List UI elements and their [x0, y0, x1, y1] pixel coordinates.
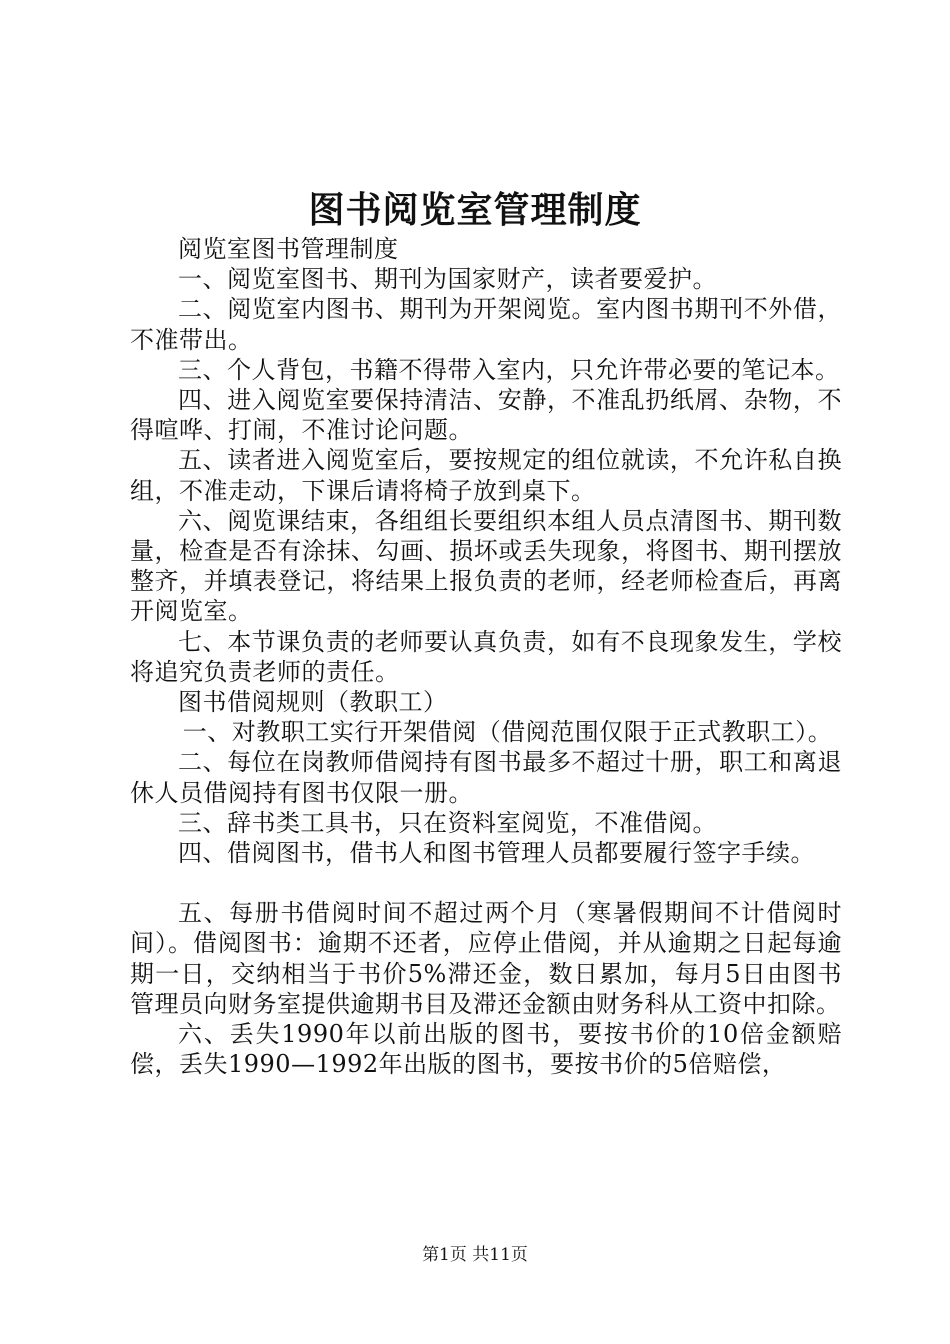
paragraph-borrow-rule-6: 六、丢失1990年以前出版的图书，要按书价的10倍金额赔偿，丢失1990—1992年出版的图书，要按书价的5倍赔偿， — [130, 1020, 842, 1079]
paragraph-rule-2: 二、阅览室内图书、期刊为开架阅览。室内图书期刊不外借，不准带出。 — [130, 295, 842, 354]
page-footer: 第1页 共11页 — [422, 1245, 528, 1265]
section-heading-reading-room: 阅览室图书管理制度 — [178, 235, 399, 263]
paragraph-rule-7: 七、本节课负责的老师要认真负责，如有不良现象发生，学校将追究负责老师的责任。 — [130, 627, 842, 686]
document-title: 图书阅览室管理制度 — [308, 189, 642, 231]
paragraph-rule-3: 三、个人背包，书籍不得带入室内，只允许带必要的笔记本。 — [178, 355, 840, 384]
document-body — [130, 234, 842, 1079]
paragraph-rule-6: 六、阅览课结束，各组组长要组织本组人员点清图书、期刊数量，检查是否有涂抹、勾画、损坏或丢失现象，将图书、期刊摆放整齐，并填表登记，将结果上报负责的老师，经老师检查后，再离开阅览室。 — [130, 506, 842, 626]
paragraph-borrow-rule-3: 三、辞书类工具书，只在资料室阅览，不准借阅。 — [178, 808, 717, 837]
paragraph-rule-5: 五、读者进入阅览室后，要按规定的组位就读，不允许私自换组，不准走动，下课后请将椅子放到桌下。 — [130, 446, 842, 505]
paragraph-borrow-rule-2: 二、每位在岗教师借阅持有图书最多不超过十册，职工和离退休人员借阅持有图书仅限一册。 — [130, 748, 842, 807]
paragraph-rule-4: 四、进入阅览室要保持清洁、安静，不准乱扔纸屑、杂物，不得喧哗、打闹，不准讨论问题。 — [130, 386, 842, 445]
paragraph-rule-1: 一、阅览室图书、期刊为国家财产，读者要爱护。 — [178, 265, 717, 294]
blank-line — [130, 868, 842, 898]
paragraph-borrow-rule-5: 五、每册书借阅时间不超过两个月（寒暑假期间不计借阅时间）。借阅图书：逾期不还者，应停止借阅，并从逾期之日起每逾期一日，交纳相当于书价5%滞还金，数日累加，每月5日由图书管理员向财务室提供逾期书目及滞还金额由财务科从工资中扣除。 — [130, 899, 842, 1018]
section-heading-borrowing: 图书借阅规则（教职工） — [178, 688, 448, 717]
paragraph-borrow-rule-1: 一、对教职工实行开架借阅（借阅范围仅限于正式教职工）。 — [182, 718, 833, 747]
paragraph-borrow-rule-4: 四、借阅图书，借书人和图书管理人员都要履行签字手续。 — [178, 839, 815, 868]
